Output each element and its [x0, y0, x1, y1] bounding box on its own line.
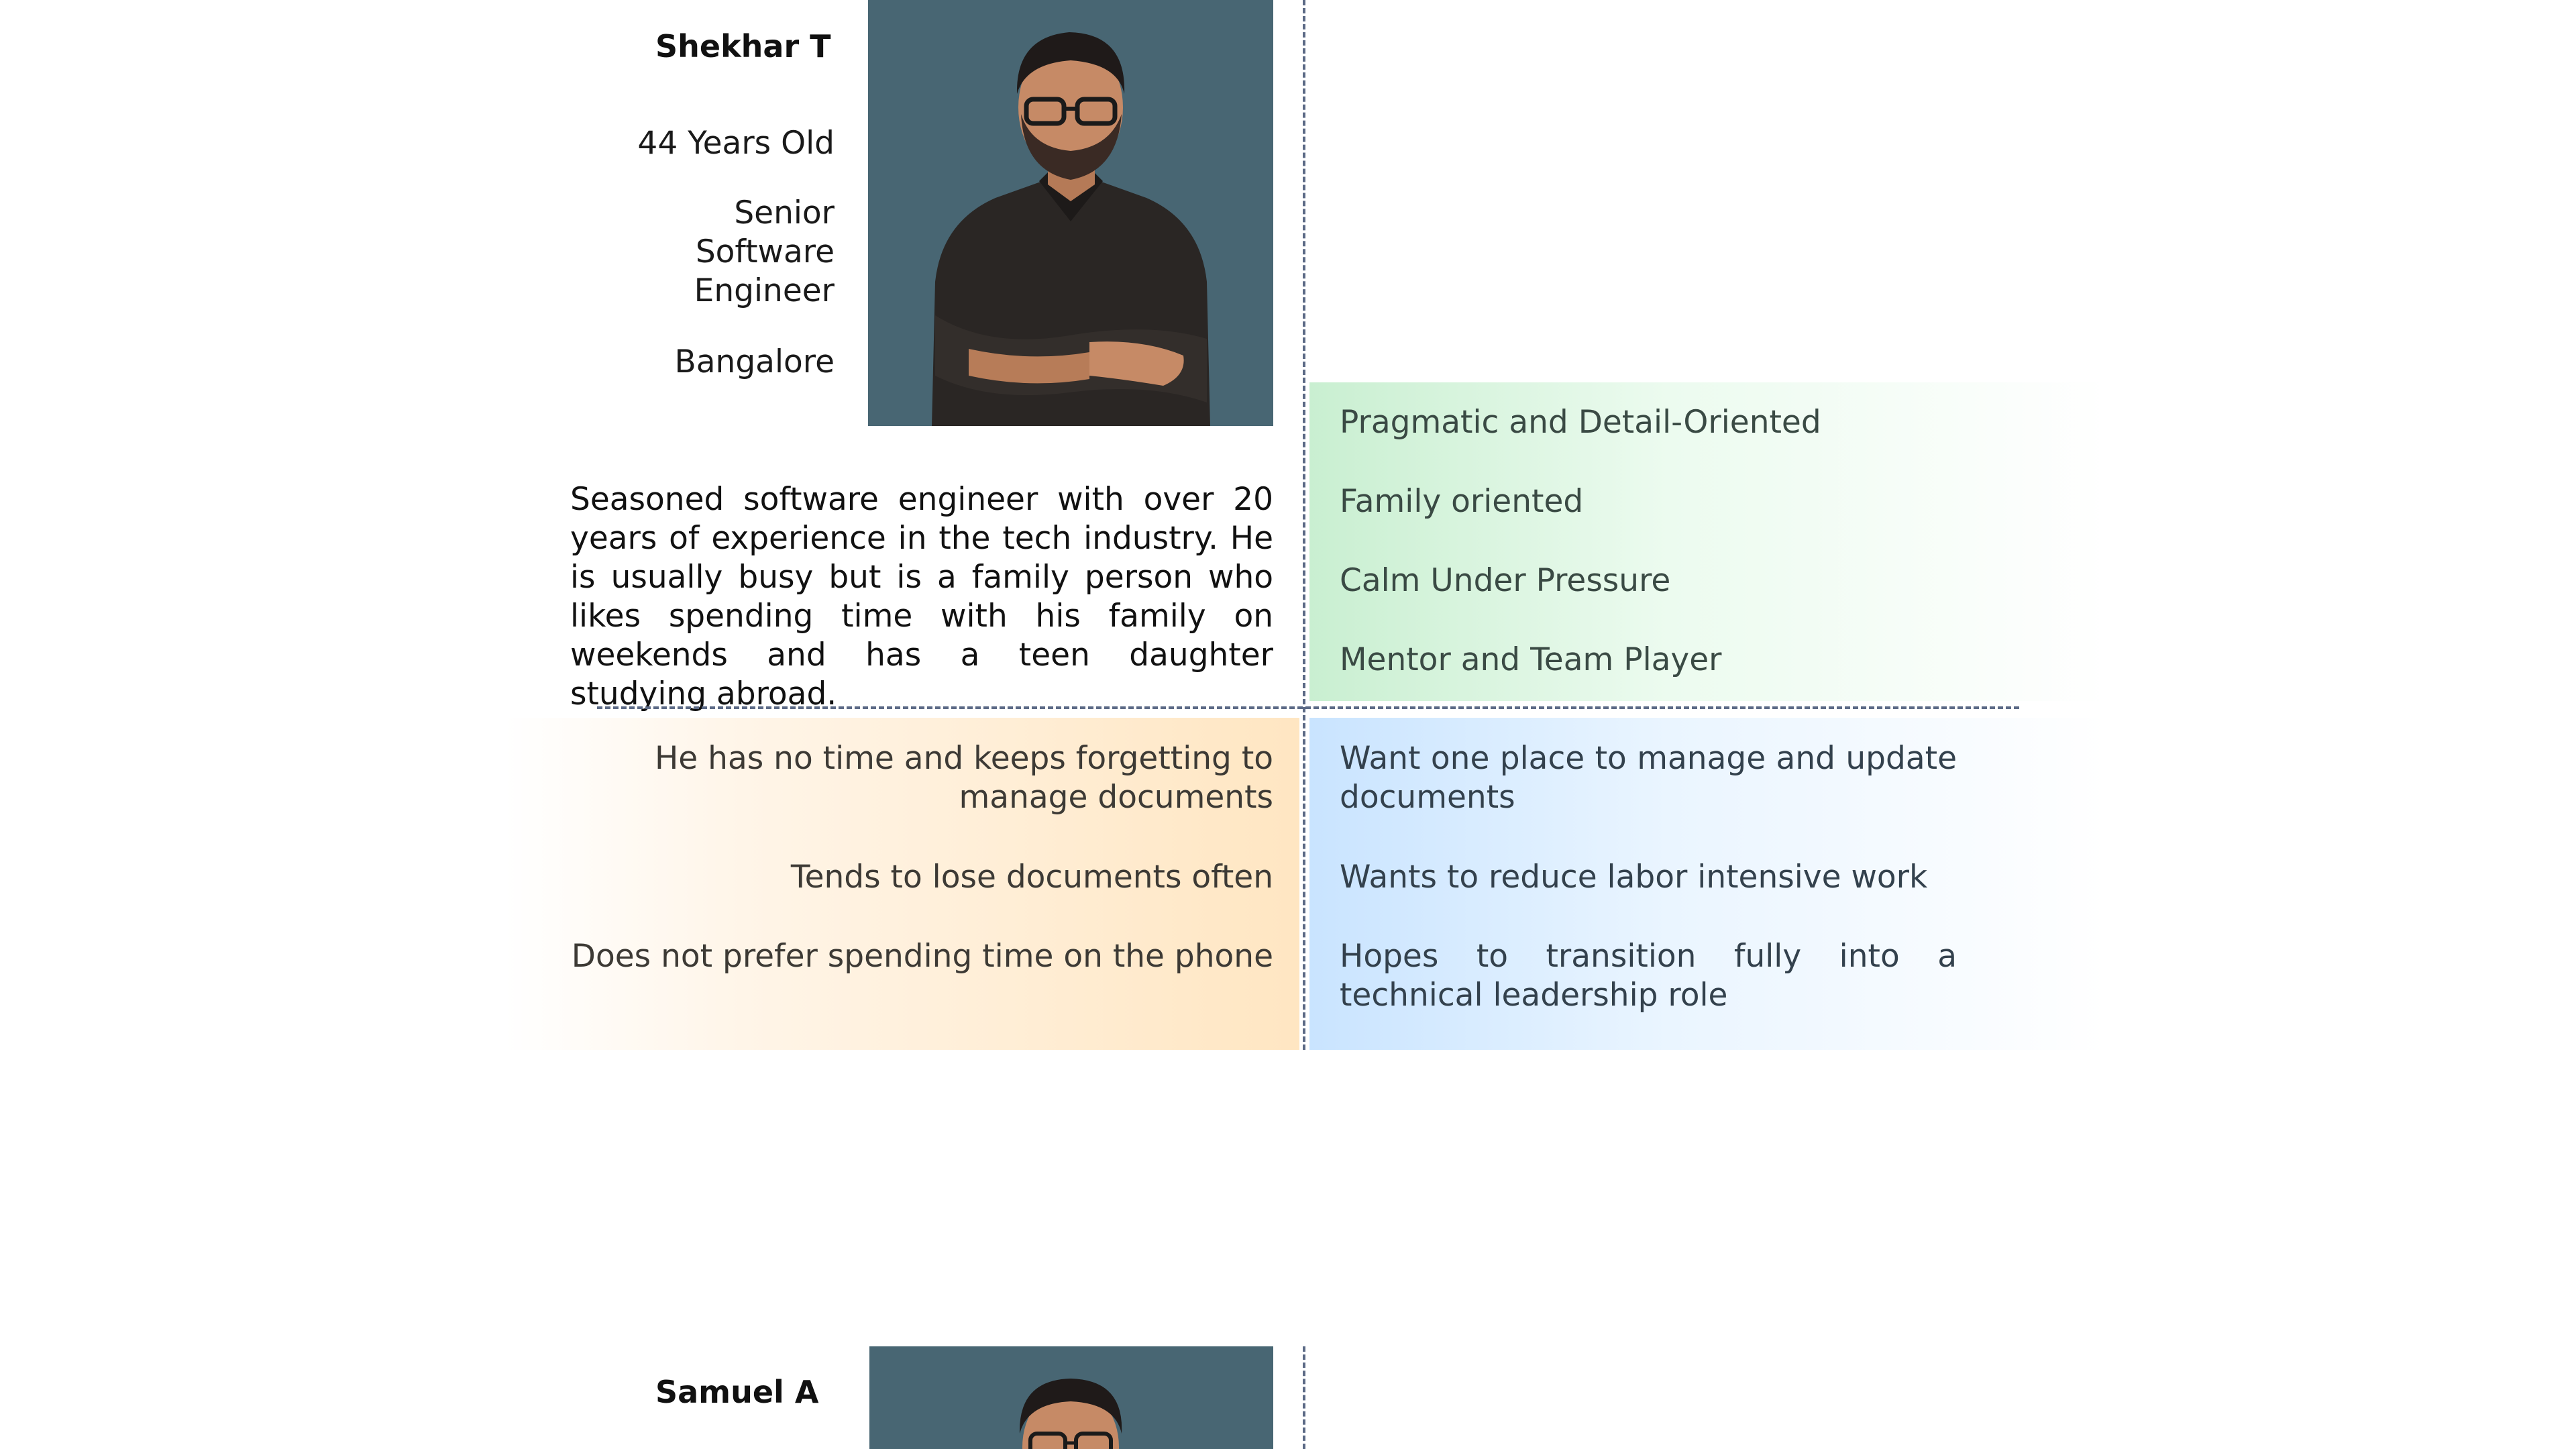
vertical-divider — [1303, 1346, 1305, 1449]
persona-bio: Seasoned software engineer with over 20 years of experience in the tech industry. He is usually busy but is a family person who likes spending time with his family on weekends and has a teen daughter studying abroad. — [570, 481, 1273, 712]
trait-item: Family oriented — [1340, 483, 1584, 520]
persona-photo — [869, 1346, 1273, 1449]
persona-photo — [868, 0, 1273, 426]
portrait-icon — [868, 0, 1273, 426]
persona-location: Bangalore — [674, 343, 835, 380]
trait-item: Calm Under Pressure — [1340, 562, 1671, 599]
persona-age: 44 Years Old — [637, 125, 835, 162]
pain-point-item: Does not prefer spending time on the phone — [571, 938, 1273, 975]
goal-item: Want one place to manage and update documents — [1340, 740, 1957, 816]
portrait-icon — [869, 1346, 1273, 1449]
trait-item: Pragmatic and Detail-Oriented — [1340, 404, 1821, 441]
persona-role — [577, 194, 835, 311]
horizontal-divider — [597, 706, 2019, 709]
goal-item: Wants to reduce labor intensive work — [1340, 859, 1928, 896]
persona-name: Samuel A — [655, 1374, 819, 1410]
pain-point-item: He has no time and keeps forgetting to manage documents — [654, 740, 1273, 816]
pain-point-item: Tends to lose documents often — [790, 859, 1273, 896]
trait-item: Mentor and Team Player — [1340, 641, 1722, 678]
goal-item: Hopes to transition fully into a technical leadership role — [1340, 938, 1957, 1014]
persona-role-line: Engineer — [694, 272, 835, 309]
persona-name: Shekhar T — [655, 28, 831, 64]
vertical-divider — [1303, 0, 1305, 1050]
persona-role-line: Senior — [734, 195, 835, 231]
persona-role-line: Software — [695, 233, 835, 270]
